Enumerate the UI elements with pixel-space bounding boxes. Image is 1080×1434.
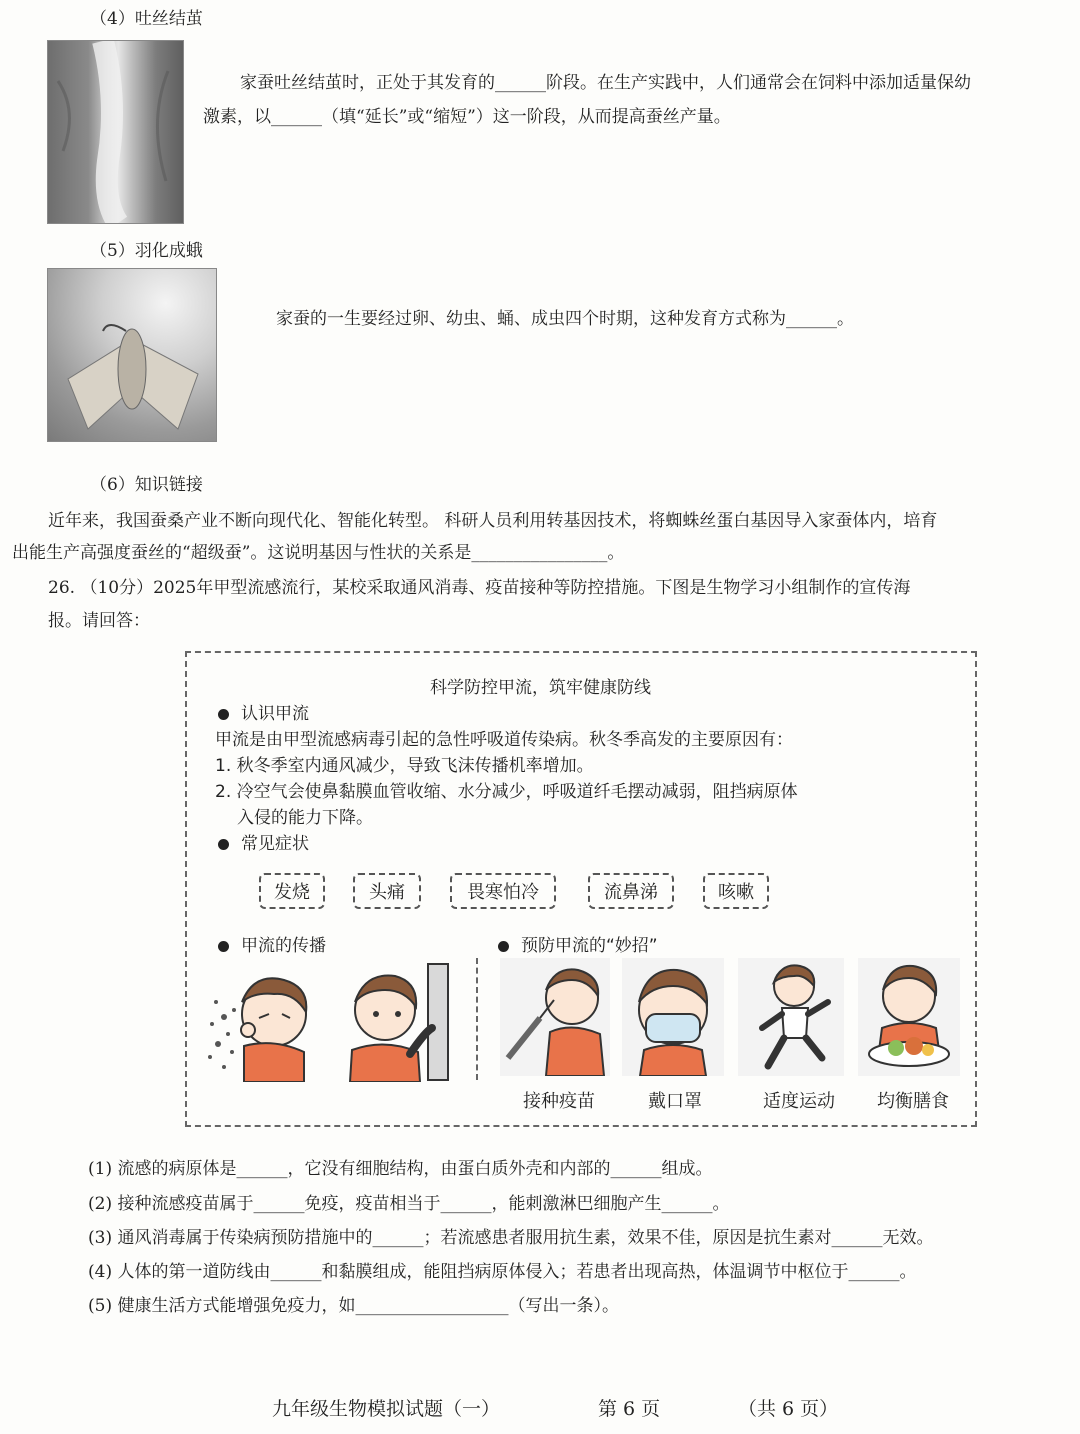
know-line: 甲流是由甲型流感病毒引起的急性呼吸道传染病。秋冬季高发的主要原因有：: [215, 730, 793, 750]
section-5-title: （5）羽化成蛾: [90, 241, 203, 261]
spread-heading: [218, 931, 326, 956]
caption-diet: 均衡膳食: [877, 1091, 949, 1112]
spread-heading-text: 甲流的传播: [241, 936, 326, 956]
symptom-heading-text: 常见症状: [241, 834, 309, 854]
know-line: 入侵的能力下降。: [237, 808, 373, 828]
section-4-line2: 激素，以______（填“延长”或“缩短”）这一阶段，从而提高蚕丝产量。: [203, 107, 731, 127]
section-4-title: （4）吐丝结茧: [90, 9, 203, 29]
know-line: 2. 冷空气会使鼻黏膜血管收缩、水分减少，呼吸道纤毛摆动减弱，阻挡病原体: [215, 782, 798, 802]
question-5: (5) 健康生活方式能增强免疫力，如__________________（写出一条）。: [88, 1296, 619, 1316]
silkworm-cocoon-photo: [47, 40, 184, 224]
caption-mask: 戴口罩: [648, 1091, 702, 1112]
vaccine-illustration: [500, 958, 610, 1076]
q26-line2: 报。请回答：: [48, 611, 150, 631]
silkworm-moth-photo: [47, 268, 217, 442]
symptom-heading: [218, 829, 309, 854]
exercise-illustration: [738, 958, 844, 1076]
caption-vaccine: 接种疫苗: [523, 1091, 595, 1112]
section-6-line2: 出能生产高强度蚕丝的“超级蚕”。这说明基因与性状的关系是________________。: [12, 543, 625, 563]
q26-line1: 26. （10分）2025年甲型流感流行，某校采取通风消毒、疫苗接种等防控措施。下图是生物学习小组制作的宣传海: [48, 578, 911, 598]
poster-title: 科学防控甲流，筑牢健康防线: [430, 678, 651, 698]
sneeze-illustration: [204, 962, 324, 1082]
symptom-tag: 畏寒怕冷: [450, 873, 556, 909]
poster-divider: [476, 958, 478, 1080]
symptom-tag: 咳嗽: [703, 873, 769, 909]
question-2: (2) 接种流感疫苗属于______免疫，疫苗相当于______，能刺激淋巴细胞产生______。: [88, 1194, 730, 1214]
touching-surface-illustration: [340, 962, 452, 1082]
bullet-icon: [498, 941, 509, 952]
bullet-icon: [218, 941, 229, 952]
know-heading-text: 认识甲流: [241, 704, 309, 724]
bullet-icon: [218, 839, 229, 850]
balanced-diet-illustration: [858, 958, 960, 1076]
section-5-line1: 家蚕的一生要经过卵、幼虫、蛹、成虫四个时期，这种发育方式称为______。: [276, 309, 854, 329]
mask-illustration: [622, 958, 724, 1076]
prevent-heading: [498, 931, 658, 956]
question-1: (1) 流感的病原体是______，它没有细胞结构，由蛋白质外壳和内部的______组成。: [88, 1159, 713, 1179]
symptom-tag: 头痛: [353, 873, 421, 909]
prevent-heading-text: 预防甲流的“妙招”: [521, 936, 658, 956]
symptom-tag: 发烧: [259, 873, 325, 909]
question-4: (4) 人体的第一道防线由______和黏膜组成，能阻挡病原体侵入；若患者出现高热，体温调节中枢位于______。: [88, 1262, 917, 1282]
know-heading: [218, 699, 309, 724]
symptom-tag: 流鼻涕: [588, 873, 674, 909]
footer-total: （共 6 页）: [738, 1398, 839, 1420]
footer-page: 第 6 页: [598, 1398, 661, 1420]
footer-title: 九年级生物模拟试题（一）: [272, 1398, 501, 1420]
section-6-line1: 近年来，我国蚕桑产业不断向现代化、智能化转型。 科研人员利用转基因技术，将蜘蛛丝蛋白基因导入家蚕体内，培育: [48, 511, 938, 531]
caption-exercise: 适度运动: [763, 1091, 835, 1112]
section-4-line1: 家蚕吐丝结茧时，正处于其发育的______阶段。在生产实践中，人们通常会在饲料中添加适量保幼: [240, 73, 971, 93]
question-3: (3) 通风消毒属于传染病预防措施中的______；若流感患者服用抗生素，效果不佳，原因是抗生素对______无效。: [88, 1228, 934, 1248]
bullet-icon: [218, 709, 229, 720]
know-line: 1. 秋冬季室内通风减少，导致飞沫传播机率增加。: [215, 756, 594, 776]
section-6-title: （6）知识链接: [90, 475, 203, 495]
